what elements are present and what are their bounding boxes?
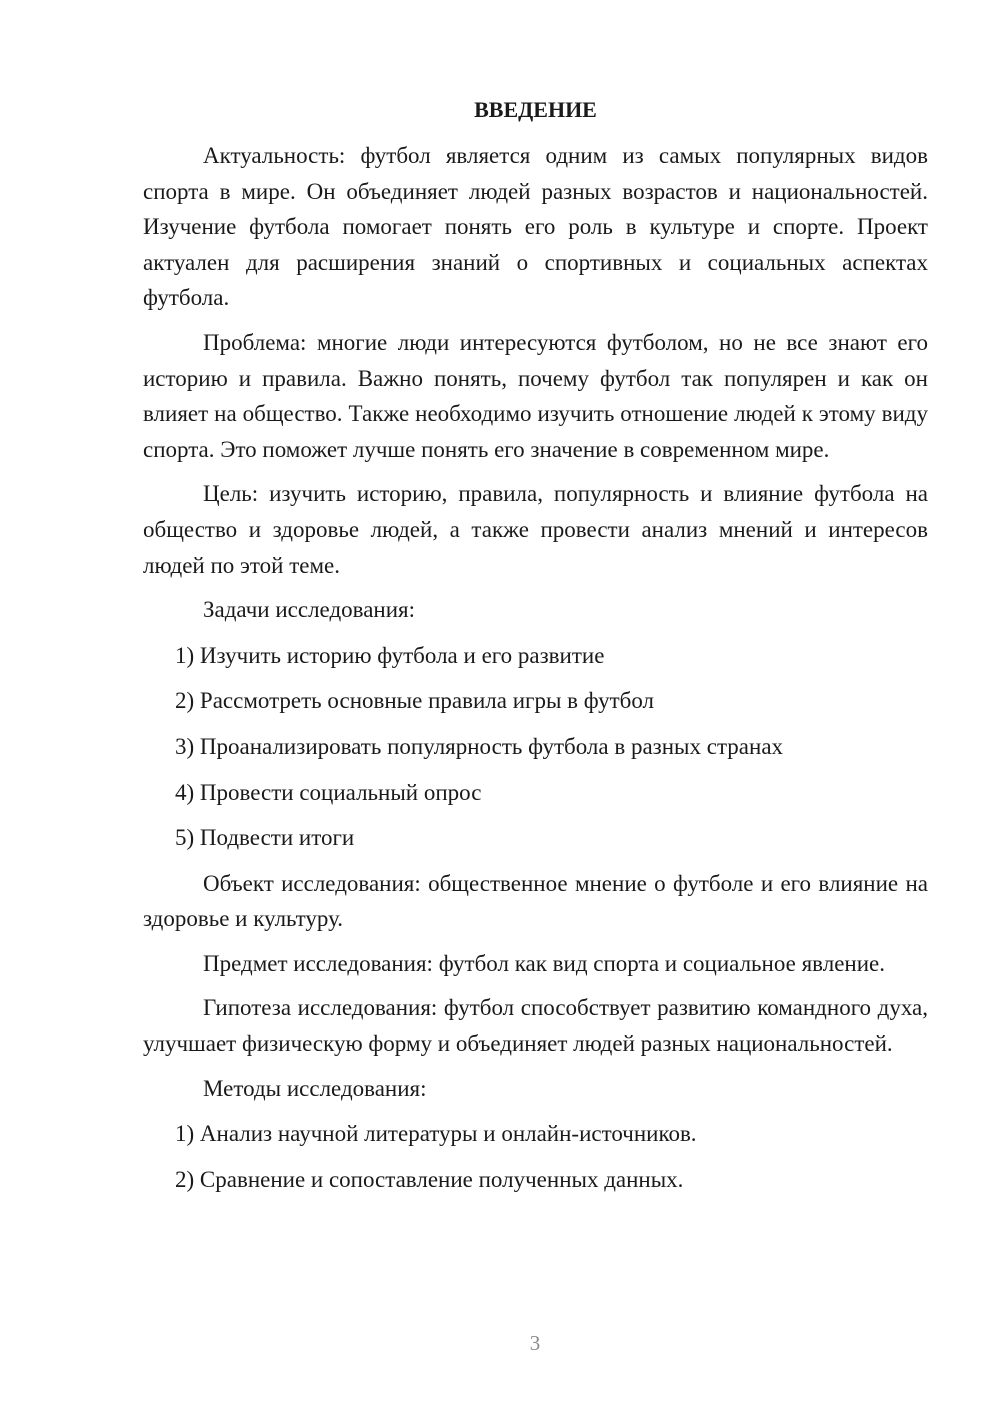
list-item: 2) Рассмотреть основные правила игры в футбол: [175, 688, 655, 714]
list-item: 3) Проанализировать популярность футбола в разных странах: [175, 733, 784, 759]
page-number: 3: [529, 1331, 541, 1355]
subject-paragraph: Предмет исследования: футбол как вид спорта и социальное явление.: [203, 950, 885, 976]
list-item: 1) Анализ научной литературы и онлайн-источников.: [175, 1121, 697, 1147]
page-title: ВВЕДЕНИЕ: [474, 97, 597, 122]
document-page: [143, 92, 928, 1207]
tasks-list: [143, 638, 928, 856]
tasks-heading: Задачи исследования:: [203, 597, 416, 623]
list-item: 2) Сравнение и сопоставление полученных данных.: [175, 1166, 684, 1192]
list-item: 4) Провести социальный опрос: [175, 779, 482, 805]
methods-heading: Методы исследования:: [203, 1075, 427, 1101]
problem-paragraph: Проблема: многие люди интересуются футболом, но не все знают его историю и правила. Важно понять, почему футбол так популярен и как он влияет на общество. Также необходимо изучить отношение людей к этому виду спорта. Это поможет лучше понять его значение в современном мире.: [143, 329, 928, 462]
relevance-paragraph: Актуальность: футбол является одним из самых популярных видов спорта в мире. Он объединяет людей разных возрастов и национальностей. Изучение футбола помогает понять его роль в культуре и спорте. Проект актуален для расширения знаний о спортивных и социальных аспектах футбола.: [143, 143, 928, 311]
hypothesis-paragraph: Гипотеза исследования: футбол способствует развитию командного духа, улучшает физическую форму и объединяет людей разных национальностей.: [143, 995, 928, 1057]
goal-paragraph: Цель: изучить историю, правила, популярность и влияние футбола на общество и здоровье людей, а также провести анализ мнений и интересов людей по этой теме.: [143, 481, 928, 578]
list-item: 1) Изучить историю футбола и его развитие: [175, 642, 605, 668]
list-item: 5) Подвести итоги: [175, 825, 355, 851]
object-paragraph: Объект исследования: общественное мнение о футболе и его влияние на здоровье и культуру.: [143, 870, 928, 932]
methods-list: [143, 1116, 928, 1197]
